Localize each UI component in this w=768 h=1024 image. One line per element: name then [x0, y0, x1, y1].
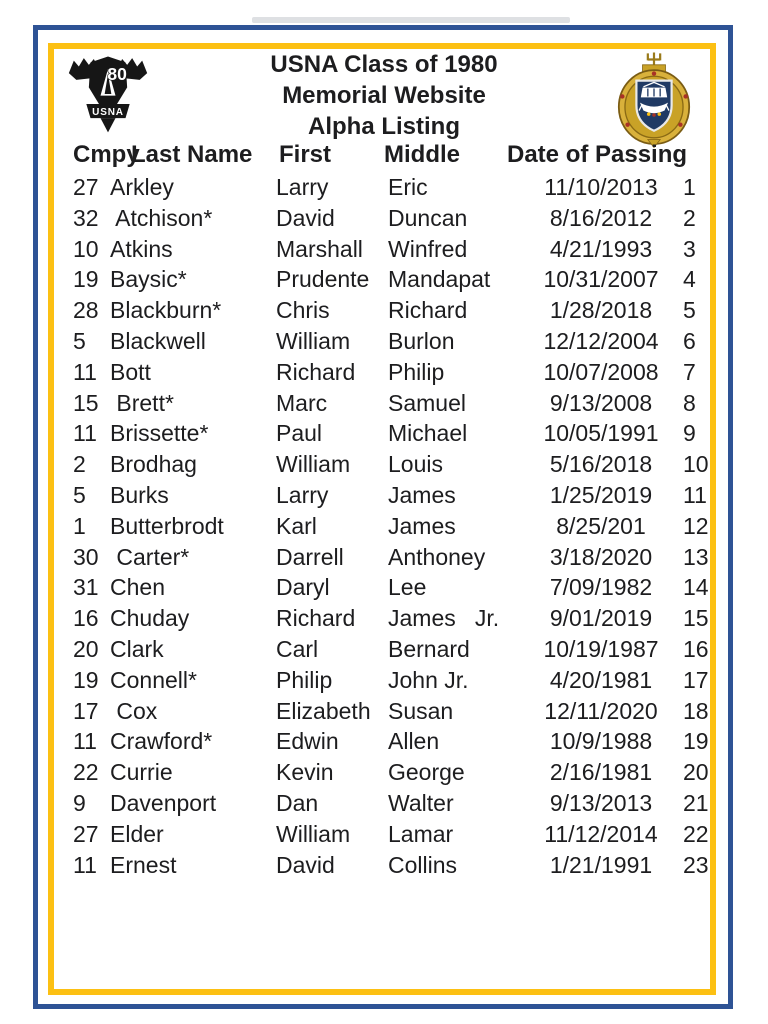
- cell-cmpy: 9: [73, 789, 86, 816]
- cell-middle: Burlon: [388, 327, 455, 354]
- cell-num: 21: [683, 789, 709, 816]
- cell-last: Blackburn*: [110, 297, 222, 324]
- cell-cmpy: 27: [73, 174, 99, 200]
- cell-cmpy: 5: [73, 327, 86, 354]
- cell-date: 12/12/2004: [543, 327, 659, 354]
- cell-date: 1/25/2019: [549, 481, 653, 508]
- cell-num: 11: [683, 481, 707, 508]
- cell-middle: Susan: [388, 697, 454, 724]
- cell-first: David: [276, 204, 335, 231]
- cell-middle: Collins: [388, 851, 458, 878]
- cell-first: Richard: [276, 358, 356, 385]
- cell-date: 12/11/2020: [544, 697, 658, 724]
- cell-num: 17: [683, 666, 709, 693]
- cell-middle: James Jr.: [388, 605, 500, 632]
- cell-last: Carter*: [110, 543, 190, 570]
- cell-date: 3/18/2020: [549, 543, 653, 570]
- cell-first: Paul: [276, 420, 323, 447]
- cell-first: Marc: [276, 389, 328, 416]
- cell-num: 7: [683, 358, 696, 385]
- cell-num: 5: [683, 297, 696, 324]
- cell-first: Chris: [276, 297, 330, 324]
- cell-num: 16: [683, 635, 709, 662]
- scan-artifact: [252, 17, 570, 23]
- cell-last: Arkley: [110, 174, 174, 200]
- table-body: [0, 172, 768, 880]
- table-row: [0, 326, 768, 357]
- table-row: [0, 449, 768, 480]
- cell-cmpy: 31: [73, 574, 99, 601]
- column-header-date-of-passing: Date of Passing: [507, 141, 688, 168]
- cell-first: Larry: [276, 174, 329, 200]
- cell-first: Carl: [276, 635, 319, 662]
- title-line-2: Memorial Website: [282, 82, 486, 109]
- title-line-3: Alpha Listing: [308, 113, 460, 140]
- cell-num: 18: [683, 697, 709, 724]
- table-row: [0, 234, 768, 265]
- cell-num: 1: [683, 174, 696, 200]
- cell-first: Marshall: [276, 235, 363, 262]
- cell-last: Connell*: [110, 666, 197, 693]
- cell-last: Davenport: [110, 789, 217, 816]
- crest-class-year: 80: [107, 63, 127, 84]
- cell-num: 23: [683, 851, 709, 878]
- cell-date: 10/31/2007: [543, 266, 659, 293]
- cell-last: Currie: [110, 759, 173, 786]
- cell-first: Kevin: [276, 759, 334, 786]
- cell-date: 9/01/2019: [549, 605, 653, 632]
- cell-first: Elizabeth: [276, 697, 371, 724]
- table-row: [0, 665, 768, 696]
- cell-num: 19: [683, 728, 709, 755]
- cell-first: David: [276, 851, 335, 878]
- cell-cmpy: 10: [73, 235, 99, 262]
- title-line-1: USNA Class of 1980: [270, 51, 498, 78]
- cell-middle: Eric: [388, 174, 428, 200]
- cell-num: 3: [683, 235, 696, 262]
- cell-first: Darrell: [276, 543, 344, 570]
- cell-date: 11/10/2013: [544, 174, 658, 200]
- cell-date: 4/20/1981: [549, 666, 653, 693]
- table-row: [0, 757, 768, 788]
- cell-cmpy: 2: [73, 451, 86, 478]
- cell-num: 6: [683, 327, 696, 354]
- column-header-last-name: Last Name: [131, 141, 253, 168]
- cell-date: 10/9/1988: [549, 728, 653, 755]
- cell-cmpy: 28: [73, 297, 99, 324]
- cell-last: Cox: [110, 697, 158, 724]
- cell-last: Chen: [110, 574, 165, 601]
- table-header: [0, 141, 768, 172]
- cell-last: Elder: [110, 820, 164, 847]
- cell-cmpy: 32: [73, 204, 99, 231]
- cell-num: 2: [683, 204, 696, 231]
- cell-middle: James: [388, 512, 456, 539]
- cell-middle: Winfred: [388, 235, 468, 262]
- table-row: [0, 357, 768, 388]
- cell-middle: James: [388, 481, 456, 508]
- cell-first: Prudente: [276, 266, 370, 293]
- cell-date: 10/07/2008: [543, 358, 659, 385]
- cell-num: 14: [683, 574, 709, 601]
- cell-cmpy: 15: [73, 389, 99, 416]
- table-row: [0, 850, 768, 881]
- cell-num: 22: [683, 820, 709, 847]
- table-row: [0, 480, 768, 511]
- cell-cmpy: 30: [73, 543, 99, 570]
- cell-first: William: [276, 451, 351, 478]
- cell-middle: Samuel: [388, 389, 466, 416]
- cell-middle: Bernard: [388, 635, 470, 662]
- cell-last: Brissette*: [110, 420, 209, 447]
- cell-middle: Anthoney: [388, 543, 486, 570]
- column-header-cmpy: Cmpy: [73, 141, 140, 168]
- cell-first: Dan: [276, 789, 319, 816]
- cell-date: 1/21/1991: [549, 851, 653, 878]
- cell-middle: Philip: [388, 358, 445, 385]
- column-header-middle: Middle: [384, 141, 460, 168]
- cell-middle: George: [388, 759, 465, 786]
- cell-date: 8/25/201: [556, 512, 646, 539]
- cell-num: 10: [683, 451, 709, 478]
- cell-num: 12: [683, 512, 709, 539]
- cell-first: Edwin: [276, 728, 339, 755]
- cell-num: 20: [683, 759, 709, 786]
- cell-first: William: [276, 820, 351, 847]
- cell-num: 9: [683, 420, 696, 447]
- table-row: [0, 572, 768, 603]
- cell-cmpy: 19: [73, 266, 99, 293]
- cell-middle: Walter: [388, 789, 454, 816]
- cell-cmpy: 11: [73, 851, 97, 878]
- table-row: [0, 819, 768, 850]
- cell-middle: Mandapat: [388, 266, 491, 293]
- cell-first: William: [276, 327, 351, 354]
- cell-middle: Lamar: [388, 820, 454, 847]
- table-row: [0, 603, 768, 634]
- table-row: [0, 388, 768, 419]
- cell-middle: Lee: [388, 574, 427, 601]
- cell-last: Atkins: [110, 235, 173, 262]
- cell-middle: John Jr.: [388, 666, 469, 693]
- table-row: [0, 172, 768, 203]
- cell-middle: Richard: [388, 297, 468, 324]
- cell-middle: Michael: [388, 420, 468, 447]
- cell-last: Clark: [110, 635, 164, 662]
- crest-banner-text: USNA: [92, 106, 124, 118]
- cell-date: 8/16/2012: [549, 204, 653, 231]
- usna-academy-crest-icon: [610, 50, 698, 150]
- cell-middle: Louis: [388, 451, 443, 478]
- cell-date: 10/19/1987: [543, 635, 659, 662]
- cell-first: Philip: [276, 666, 333, 693]
- cell-date: 1/28/2018: [549, 297, 653, 324]
- cell-first: Daryl: [276, 574, 330, 601]
- cell-last: Crawford*: [110, 728, 213, 755]
- cell-date: 2/16/1981: [549, 759, 653, 786]
- cell-cmpy: 11: [73, 358, 97, 385]
- cell-last: Brett*: [110, 389, 174, 416]
- cell-cmpy: 5: [73, 481, 86, 508]
- cell-cmpy: 20: [73, 635, 99, 662]
- cell-first: Richard: [276, 605, 356, 632]
- cell-last: Atchison*: [110, 204, 213, 231]
- cell-last: Brodhag: [110, 451, 197, 478]
- table-row: [0, 788, 768, 819]
- cell-date: 4/21/1993: [549, 235, 653, 262]
- cell-cmpy: 11: [73, 420, 97, 447]
- cell-cmpy: 27: [73, 820, 99, 847]
- cell-date: 11/12/2014: [544, 820, 658, 847]
- table-row: [0, 203, 768, 234]
- cell-cmpy: 22: [73, 759, 99, 786]
- table-row: [0, 634, 768, 665]
- cell-last: Bott: [110, 358, 151, 385]
- cell-date: 10/05/1991: [543, 420, 659, 447]
- cell-num: 8: [683, 389, 696, 416]
- table-row: [0, 418, 768, 449]
- cell-cmpy: 19: [73, 666, 99, 693]
- cell-last: Butterbrodt: [110, 512, 224, 539]
- cell-num: 13: [683, 543, 709, 570]
- cell-cmpy: 17: [73, 697, 99, 724]
- cell-cmpy: 11: [73, 728, 97, 755]
- table-row: [0, 542, 768, 573]
- table-row: [0, 726, 768, 757]
- cell-cmpy: 16: [73, 605, 99, 632]
- table-row: [0, 696, 768, 727]
- cell-cmpy: 1: [73, 512, 86, 539]
- cell-date: 7/09/1982: [549, 574, 653, 601]
- column-header-first: First: [279, 141, 332, 168]
- cell-first: Karl: [276, 512, 317, 539]
- cell-last: Baysic*: [110, 266, 187, 293]
- cell-middle: Duncan: [388, 204, 468, 231]
- cell-first: Larry: [276, 481, 329, 508]
- cell-last: Burks: [110, 481, 169, 508]
- cell-last: Ernest: [110, 851, 177, 878]
- table-row: [0, 295, 768, 326]
- cell-date: 9/13/2008: [549, 389, 653, 416]
- cell-last: Blackwell: [110, 327, 206, 354]
- cell-date: 9/13/2013: [549, 789, 653, 816]
- cell-last: Chuday: [110, 605, 190, 632]
- table-row: [0, 264, 768, 295]
- cell-middle: Allen: [388, 728, 440, 755]
- cell-date: 5/16/2018: [549, 451, 653, 478]
- table-row: [0, 511, 768, 542]
- cell-num: 15: [683, 605, 709, 632]
- cell-num: 4: [683, 266, 696, 293]
